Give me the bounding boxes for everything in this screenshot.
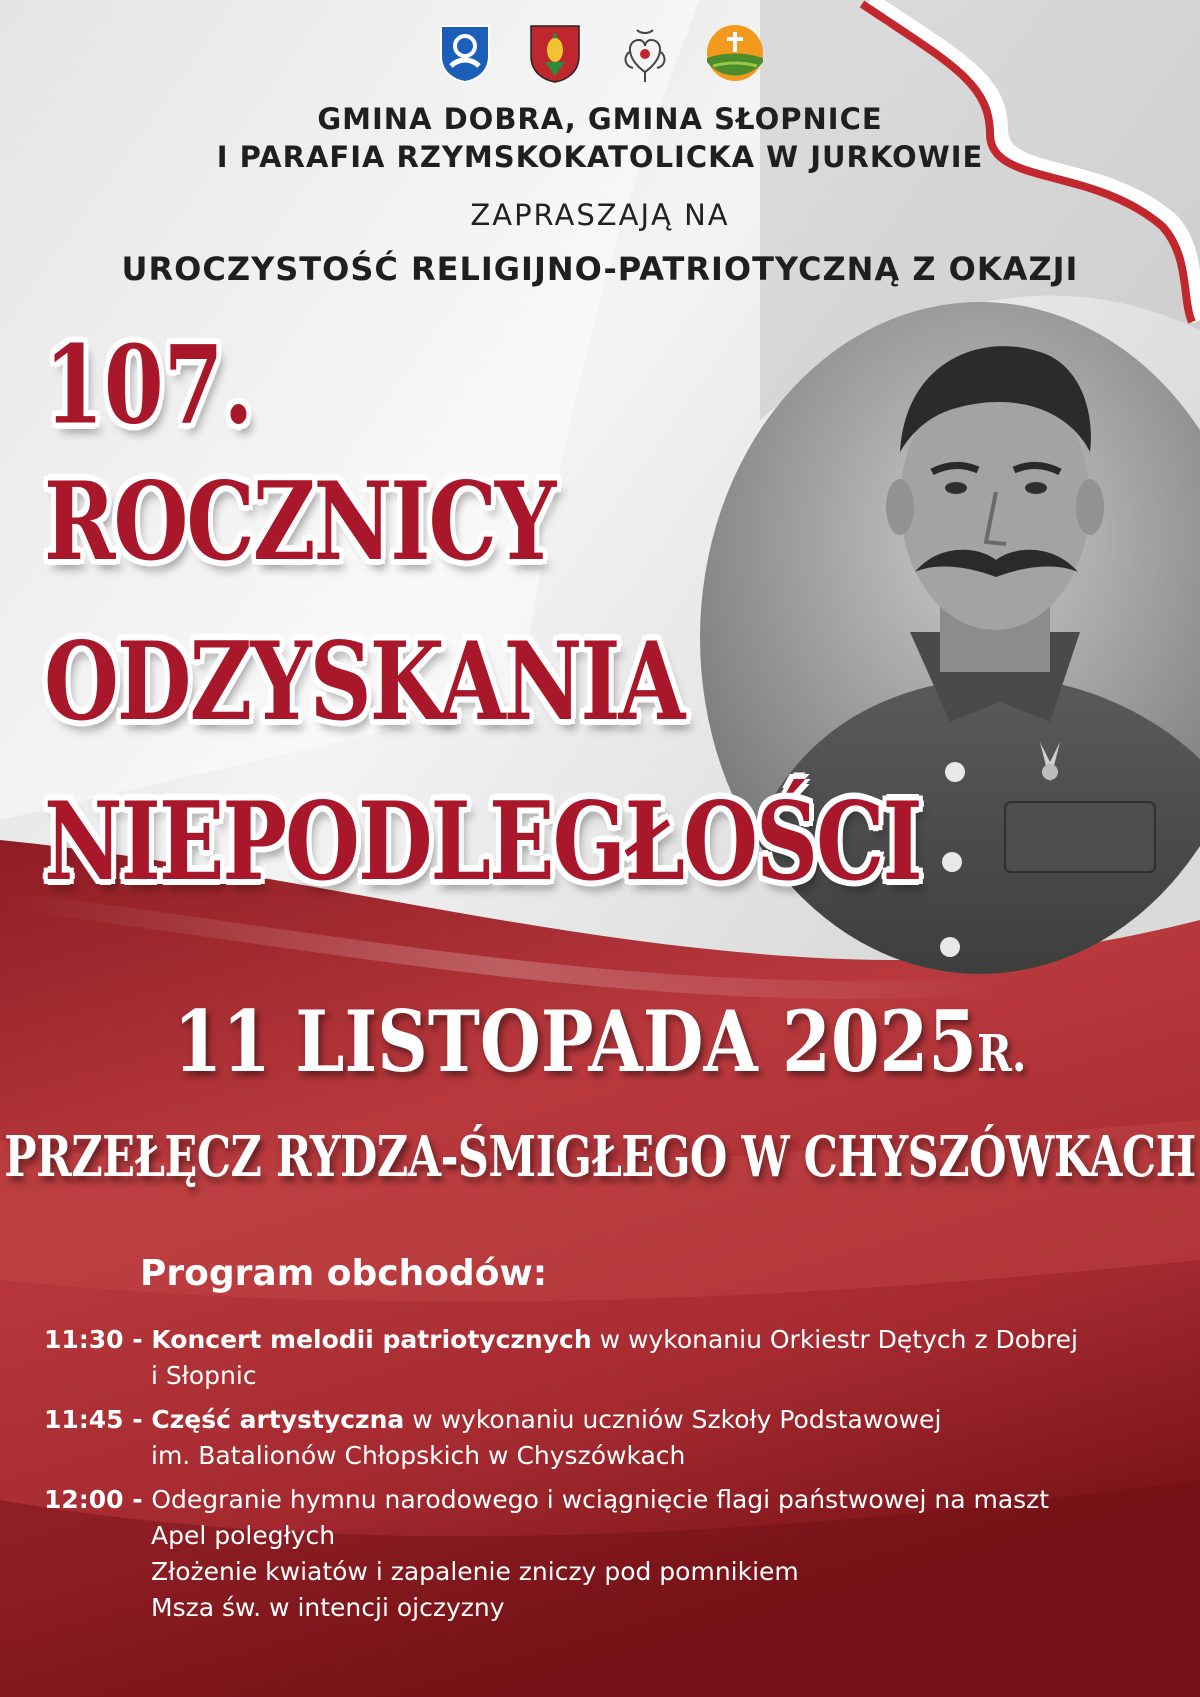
program-item-time: 11:45 - (44, 1405, 152, 1434)
program-item-continuation: Złożenie kwiatów i zapalenie zniczy pod pomnikiem (151, 1557, 799, 1586)
parish-sunrise-cross-icon (704, 22, 766, 84)
program-item-time: 12:00 - (44, 1485, 152, 1514)
invitation-text: ZAPRASZAJĄ NA (470, 198, 730, 232)
program-item-title: Koncert melodii patriotycznych (151, 1325, 592, 1354)
program-item-description: Odegranie hymnu narodowego i wciągnięcie flagi państwowej na maszt (151, 1485, 1050, 1514)
headline-number: 107. (44, 322, 254, 449)
organizers (0, 100, 1200, 176)
headline-line-odzyskania: ODZYSKANIA (44, 618, 684, 745)
program-list (44, 1322, 1174, 1634)
program-item-time: 11:30 - (44, 1325, 152, 1354)
dobra-coat-of-arms-icon (434, 22, 496, 84)
event-date (0, 992, 1200, 1092)
headline-line-niepodleglosci: NIEPODLEGŁOŚCI (44, 778, 921, 905)
program-item-continuation: Apel poległych (151, 1521, 336, 1550)
event-date-main: 11 LISTOPADA 2025 (173, 991, 977, 1092)
event-date-suffix: R. (976, 1024, 1027, 1083)
program-item (44, 1322, 1174, 1394)
program-item-title: Część artystyczna (151, 1405, 405, 1434)
program-item (44, 1482, 1174, 1626)
program-title: Program obchodów: (140, 1253, 548, 1294)
program-item-continuation: Msza św. w intencji ojczyzny (151, 1593, 505, 1622)
program-item-description: w wykonaniu uczniów Szkoły Podstawowej (404, 1405, 942, 1434)
headline-line-rocznicy: ROCZNICY (44, 458, 555, 585)
event-location: PRZEŁĘCZ RYDZA-ŚMIGŁEGO W CHYSZÓWKACH (4, 1125, 1196, 1191)
program-item-continuation: i Słopnic (151, 1361, 257, 1390)
partner-logos (0, 22, 1200, 84)
program-item-continuation: im. Batalionów Chłopskich w Chyszówkach (151, 1441, 686, 1470)
organizers-line-1: GMINA DOBRA, GMINA SŁOPNICE (317, 102, 883, 136)
organizers-line-2: I PARAFIA RZYMSKOKATOLICKA W JURKOWIE (216, 140, 984, 174)
program-item-description: w wykonaniu Orkiestr Dętych z Dobrej (591, 1325, 1078, 1354)
occasion-text: UROCZYSTOŚĆ RELIGIJNO-PATRIOTYCZNĄ Z OKAZJI (121, 250, 1079, 288)
anniversary-headline (44, 322, 921, 923)
program-item (44, 1402, 1174, 1474)
folk-heart-emblem-icon (614, 22, 676, 84)
slopnice-coat-of-arms-icon (524, 22, 586, 84)
